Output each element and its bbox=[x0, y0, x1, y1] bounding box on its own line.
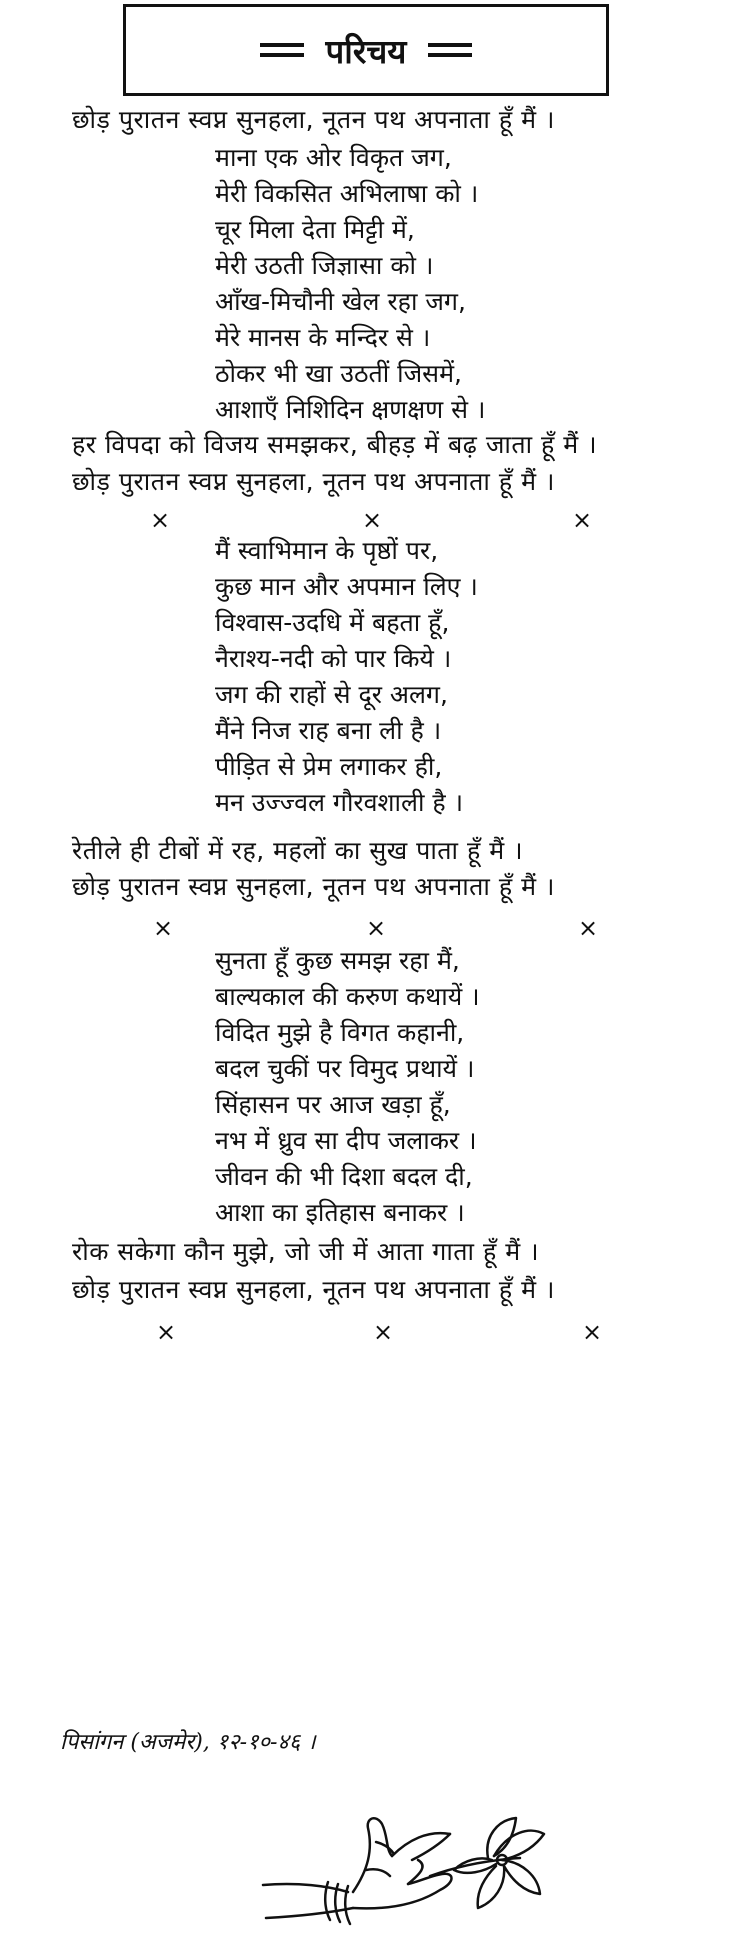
verse-line: विश्वास-उदधि में बहता हूँ, bbox=[215, 608, 450, 637]
verse-line: चूर मिला देता मिट्टी में, bbox=[215, 215, 415, 244]
closing-line: रोक सकेगा कौन मुझे, जो जी में आता गाता हूँ मैं । bbox=[72, 1237, 540, 1266]
hand-holding-flower-icon bbox=[258, 1790, 548, 1950]
verse-line: सिंहासन पर आज खड़ा हूँ, bbox=[215, 1090, 451, 1119]
verse-line: आशा का इतिहास बनाकर । bbox=[215, 1198, 465, 1227]
closing-line: रेतीले ही टीबों में रह, महलों का सुख पाता हूँ मैं । bbox=[72, 836, 524, 865]
separator-mark: × bbox=[578, 914, 599, 942]
verse-line: आशाएँ निशिदिन क्षणक्षण से । bbox=[215, 395, 486, 424]
verse-line: विदित मुझे है विगत कहानी, bbox=[215, 1018, 465, 1047]
double-bar-left-icon bbox=[260, 43, 304, 57]
verse-line: जग की राहों से दूर अलग, bbox=[215, 680, 448, 709]
verse-line: मेरी उठती जिज्ञासा को । bbox=[215, 251, 434, 280]
verse-line: ठोकर भी खा उठतीं जिसमें, bbox=[215, 359, 462, 388]
separator-mark: × bbox=[150, 506, 171, 534]
separator-mark: × bbox=[572, 506, 593, 534]
verse-line: बाल्यकाल की करुण कथायें । bbox=[215, 982, 480, 1011]
refrain-line: छोड़ पुरातन स्वप्न सुनहला, नूतन पथ अपनाता हूँ मैं । bbox=[72, 1275, 555, 1304]
title-box bbox=[123, 4, 609, 96]
refrain-line: छोड़ पुरातन स्वप्न सुनहला, नूतन पथ अपनाता हूँ मैं । bbox=[72, 105, 555, 134]
double-bar-right-icon bbox=[428, 43, 472, 57]
verse-line: मन उज्ज्वल गौरवशाली है । bbox=[215, 788, 464, 817]
verse-line: कुछ मान और अपमान लिए । bbox=[215, 572, 478, 601]
verse-line: नभ में ध्रुव सा दीप जलाकर । bbox=[215, 1126, 477, 1155]
verse-line: बदल चुकीं पर विमुद प्रथायें । bbox=[215, 1054, 475, 1083]
separator-mark: × bbox=[156, 1318, 177, 1346]
verse-line: मेरी विकसित अभिलाषा को । bbox=[215, 179, 479, 208]
verse-line: जीवन की भी दिशा बदल दी, bbox=[215, 1162, 473, 1191]
verse-line: आँख-मिचौनी खेल रहा जग, bbox=[215, 287, 466, 316]
closing-line: हर विपदा को विजय समझकर, बीहड़ में बढ़ जाता हूँ मैं । bbox=[72, 430, 598, 459]
verse-line: मैंने निज राह बना ली है । bbox=[215, 716, 442, 745]
refrain-line: छोड़ पुरातन स्वप्न सुनहला, नूतन पथ अपनाता हूँ मैं । bbox=[72, 467, 555, 496]
verse-line: माना एक ओर विकृत जग, bbox=[215, 143, 452, 172]
refrain-line: छोड़ पुरातन स्वप्न सुनहला, नूतन पथ अपनाता हूँ मैं । bbox=[72, 872, 555, 901]
separator-mark: × bbox=[582, 1318, 603, 1346]
place-date-note: पिसांगन (अजमेर), १२-१०-४६ । bbox=[60, 1730, 316, 1755]
verse-line: मेरे मानस के मन्दिर से । bbox=[215, 323, 431, 352]
verse-line: मैं स्वाभिमान के पृष्ठों पर, bbox=[215, 536, 439, 565]
verse-line: नैराश्य-नदी को पार किये । bbox=[215, 644, 452, 673]
separator-mark: × bbox=[366, 914, 387, 942]
separator-mark: × bbox=[362, 506, 383, 534]
page-title: परिचय bbox=[325, 31, 407, 71]
verse-line: पीड़ित से प्रेम लगाकर ही, bbox=[215, 752, 443, 781]
verse-line: सुनता हूँ कुछ समझ रहा मैं, bbox=[215, 946, 460, 975]
separator-mark: × bbox=[373, 1318, 394, 1346]
separator-mark: × bbox=[153, 914, 174, 942]
